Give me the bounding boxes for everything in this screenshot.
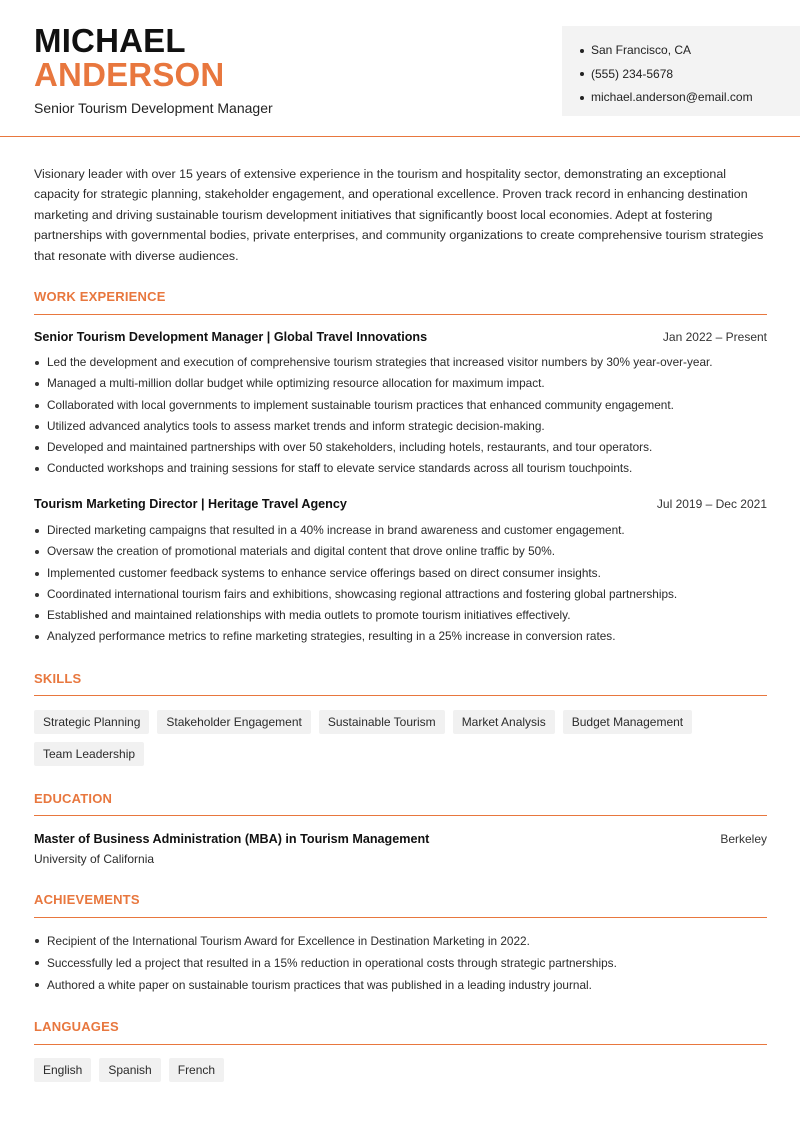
phone-text: (555) 234-5678	[591, 66, 674, 81]
professional-summary: Visionary leader with over 15 years of extensive experience in the tourism and hospitality sector, demonstrating an exceptional capacity for strategic planning, stakeholder engagement, and operational excellence. Proven track record in enhancing destination marketing and driving sustainable tourism development initiatives that significantly boost local economies. Adept at fostering partnerships with governmental bodies, private enterprises, and community organizations to create comprehensive tourism strategies that resonate with diverse audiences.	[34, 167, 764, 263]
job-title: Senior Tourism Development Manager	[34, 100, 273, 116]
job-role: Tourism Marketing Director | Heritage Travel Agency	[34, 497, 347, 511]
skill-tag: Team Leadership	[34, 742, 144, 766]
list-item: Coordinated international tourism fairs and exhibitions, showcasing regional attractions and fostering global partnerships.	[34, 584, 767, 605]
section-title-skills: SKILLS	[34, 671, 82, 686]
skill-tag: Stakeholder Engagement	[157, 710, 310, 734]
language-tags	[34, 1058, 767, 1082]
list-item: Recipient of the International Tourism Award for Excellence in Destination Marketing in 2022.	[34, 930, 767, 952]
skills-tags	[34, 710, 767, 766]
contact-phone	[580, 63, 800, 87]
language-tag: English	[34, 1058, 91, 1082]
resume-header	[0, 0, 800, 137]
job-dates: Jan 2022 – Present	[662, 330, 767, 344]
section-divider	[34, 917, 767, 918]
contact-location	[580, 39, 800, 63]
list-item: Led the development and execution of comprehensive tourism strategies that increased visitor numbers by 30% year-over-year.	[34, 352, 767, 373]
achievements-list	[34, 930, 767, 996]
section-divider	[34, 815, 767, 816]
contact-box	[562, 26, 800, 116]
section-divider	[34, 695, 767, 696]
section-title-achievements: ACHIEVEMENTS	[34, 892, 140, 907]
job-header	[34, 330, 767, 344]
section-divider	[34, 1044, 767, 1045]
contact-email	[580, 86, 800, 110]
list-item: Implemented customer feedback systems to enhance service offerings based on direct consumer insights.	[34, 563, 767, 584]
language-tag: Spanish	[99, 1058, 160, 1082]
section-title-work-experience: WORK EXPERIENCE	[34, 289, 166, 304]
list-item: Analyzed performance metrics to refine marketing strategies, resulting in a 25% increase in conversion rates.	[34, 626, 767, 647]
list-item: Managed a multi-million dollar budget while optimizing resource allocation for maximum impact.	[34, 373, 767, 394]
list-item: Established and maintained relationships with media outlets to promote tourism initiatives effectively.	[34, 605, 767, 626]
section-title-languages: LANGUAGES	[34, 1019, 119, 1034]
skill-tag: Sustainable Tourism	[319, 710, 445, 734]
school-name: University of California	[34, 852, 155, 866]
job-bullets	[34, 520, 767, 648]
skill-tag: Strategic Planning	[34, 710, 149, 734]
list-item: Authored a white paper on sustainable tourism practices that was published in a leading industry journal.	[34, 974, 767, 996]
skill-tag: Market Analysis	[453, 710, 555, 734]
list-item: Utilized advanced analytics tools to assess market trends and inform strategic decision-making.	[34, 416, 767, 437]
list-item: Successfully led a project that resulted in a 15% reduction in operational costs through strategic partnerships.	[34, 952, 767, 974]
skill-tag: Budget Management	[563, 710, 692, 734]
degree: Master of Business Administration (MBA) in Tourism Management	[34, 832, 430, 846]
education-location: Berkeley	[720, 832, 767, 846]
email-text: michael.anderson@email.com	[591, 90, 753, 104]
job-role: Senior Tourism Development Manager | Global Travel Innovations	[34, 330, 428, 344]
list-item: Developed and maintained partnerships with over 50 stakeholders, including hotels, restaurants, and tour operators.	[34, 437, 767, 458]
list-item: Collaborated with local governments to implement sustainable tourism practices that enhanced community engagement.	[34, 395, 767, 416]
list-item: Conducted workshops and training sessions for staff to elevate service standards across all tourism touchpoints.	[34, 458, 767, 479]
education-header	[34, 832, 767, 846]
section-divider	[34, 314, 767, 315]
job-dates: Jul 2019 – Dec 2021	[656, 497, 767, 511]
first-name: MICHAEL	[34, 22, 186, 59]
job-header	[34, 497, 767, 511]
language-tag: French	[169, 1058, 224, 1082]
list-item: Directed marketing campaigns that resulted in a 40% increase in brand awareness and customer engagement.	[34, 520, 767, 541]
location-text: San Francisco, CA	[591, 43, 692, 57]
bullet-icon	[580, 49, 584, 53]
bullet-icon	[580, 96, 584, 100]
last-name: ANDERSON	[34, 56, 225, 93]
section-title-education: EDUCATION	[34, 791, 113, 806]
job-bullets	[34, 352, 767, 480]
list-item: Oversaw the creation of promotional materials and digital content that drove online traffic by 50%.	[34, 541, 767, 562]
bullet-icon	[580, 72, 584, 76]
